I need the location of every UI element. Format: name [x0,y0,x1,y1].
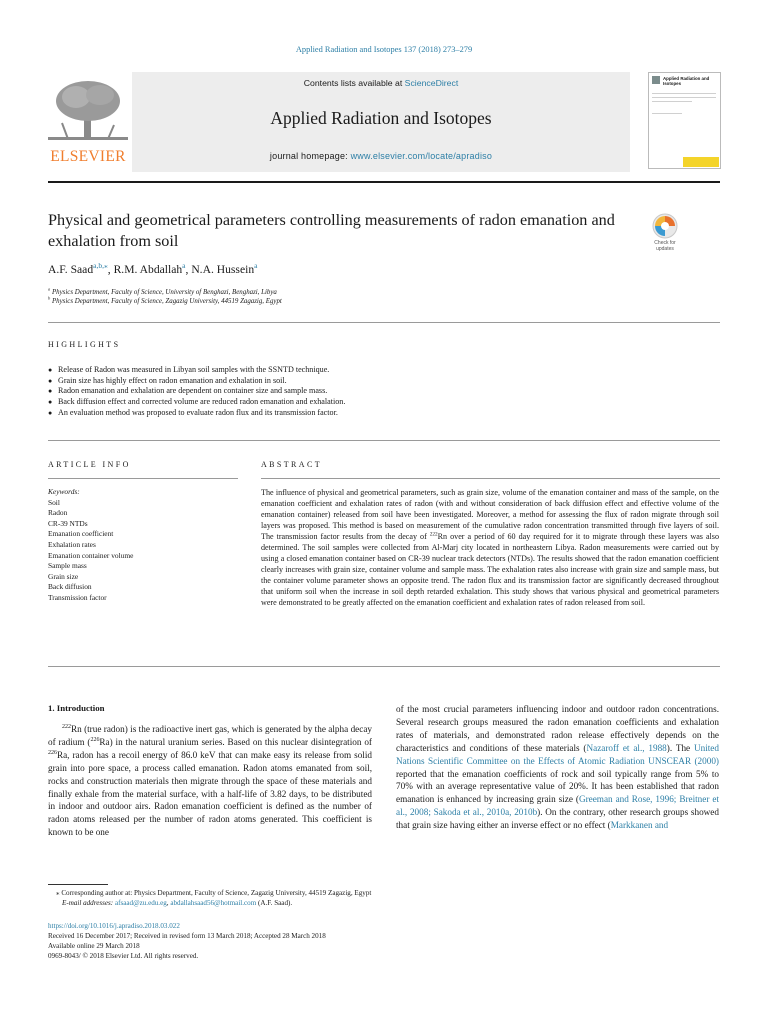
highlight-item: ● Grain size has highly effect on radon emanation and exhalation in soil. [48,376,720,387]
abstract-rule [261,478,720,479]
intro-text: ). On the contrary, other research groups showed that grain size having either an inverse effect or no effect ( [396,807,719,831]
author-affiliation-mark[interactable]: a [182,261,186,271]
section-divider [48,440,720,441]
author-list: A.F. Saad$^{a,b,⁎}$, R.M. Abdallah$^a$, N.A. Hussein$^a$ [48,261,258,276]
corresponding-text: Corresponding author at: Physics Department, Faculty of Science, Zagazig University, 44519 Zagazig, Egypt [61,889,372,897]
journal-reference-link[interactable]: Applied Radiation and Isotopes 137 (2018) 273–279 [295,45,473,54]
highlight-item: ● Release of Radon was measured in Libyan soil samples with the SSNTD technique. [48,365,720,376]
email-label: E-mail addresses: [62,899,114,907]
intro-text: reported that the emanation coefficients of rock and soil typically range from 5% to 70% with an average representative value of 20%. It has been established that radon emanation is enhanced by increasing grain size ( [396,768,719,805]
keyword: Grain size [48,571,79,581]
journal-homepage [132,151,630,161]
keyword: Exhalation rates [48,539,96,549]
sciencedirect-link[interactable]: ScienceDirect [404,78,459,88]
email-link[interactable]: afsaad@zu.edu.eg [114,899,167,907]
citation-link[interactable]: Markkanen and [610,820,669,831]
highlights-list [48,365,720,419]
isotope-mass: 222 [429,531,438,538]
affiliation-text: Physics Department, Faculty of Science, University of Benghazi, Benghazi, Libya [51,289,277,296]
cover-color-bar [683,157,719,167]
contents-prefix: Contents lists available at [303,78,403,88]
check-for-updates-label: Check for updates [654,240,676,252]
isotope-mass: 226 [90,736,100,743]
keywords-block [48,487,228,604]
author-affiliation-mark[interactable]: a [254,261,258,271]
cover-logo-icon [652,76,660,84]
elsevier-logo-text: ELSEVIER [50,148,126,165]
journal-cover-thumbnail [648,72,721,169]
check-for-updates-icon[interactable] [648,212,682,260]
keyword: Emanation coefficient [48,529,114,539]
article-title: Physical and geometrical parameters controlling measurements of radon emanation and exhalation from soil [48,211,615,250]
highlight-item: ● Back diffusion effect and corrected volume are reduced radon emanation and exhalation. [48,397,720,408]
cover-divider [652,113,682,114]
affiliation-text: Physics Department, Faculty of Science, Zagazig University, 44519 Zagazig, Egypt [51,298,282,305]
email-link[interactable]: abdallahsaad56@hotmail.com [170,899,257,907]
masthead-rule [48,181,720,183]
abstract-part: Rn over a period of 60 day required for it to migrate through these layers was also determined. The soil samples were collected from Al-Marj city located in northeastern Libya. Radon measurements were carried out by using a closed emanation container based on CR-39 nuclear track detectors (NTDs). The results showed that the radon emanation coefficient clearly increases with grain size, container volume and sample mass. The exhalation rates also increase with grain size and sample mass, but the container volume parameter shows an opposite trend. The radon flux and its transmission factor are significantly decreased throughout that uniform soil when the increase in soil depth retarded exhalation. This study shows that various physical and geometrical parameters were demonstrated to be greatly affected on the emanation coefficient and exhalation rates of radon released from soil. [261,532,720,607]
citation-link[interactable]: Nazaroff et al., 1988 [586,742,667,753]
keyword: Radon [48,508,68,518]
available-online: Available online 29 March 2018 [48,942,140,950]
section-divider [48,666,720,667]
author-affiliation-mark[interactable]: a,b,⁎ [93,261,108,271]
homepage-url-link[interactable]: www.elsevier.com/locate/apradiso [350,151,493,161]
cover-divider [652,97,716,98]
affiliation-mark: b [48,295,51,301]
article-info-rule [48,478,238,479]
footnote-rule [48,884,108,885]
cover-title: Applied Radiation and Isotopes [663,76,710,86]
keyword: Transmission factor [48,592,107,602]
intro-text: of the most crucial parameters influencing indoor and outdoor radon concentrations. Several research groups measured the radon emanation coefficients and exhalation rates of materials, and demonstrated radon release effectively depends on the characteristics and conditions of these materials ( [396,704,719,753]
keyword: CR-39 NTDs [48,518,88,528]
affiliation [48,286,277,296]
corresponding-author-note: ⁎ Corresponding author at: Physics Department, Faculty of Science, Zagazig University, 44519 Zagazig, Egypt [56,889,372,897]
keyword: Sample mass [48,561,87,571]
email-note: E-mail addresses: afsaad@zu.edu.eg, abdallahsaad56@hotmail.com (A.F. Saad). [62,899,293,907]
homepage-label: journal homepage: [269,151,348,161]
author-name[interactable]: N.A. Hussein [191,263,255,276]
affiliation [48,295,282,305]
keyword: Back diffusion [48,582,92,592]
cover-divider [652,101,692,102]
keyword: Soil [48,497,60,507]
highlight-item: ● Radon emanation and exhalation are dependent on container size and sample mass. [48,386,720,397]
section-divider [48,322,720,323]
journal-title: Applied Radiation and Isotopes [270,108,492,128]
abstract-text [261,487,719,608]
highlights-heading: HIGHLIGHTS [48,340,121,349]
intro-text: Ra) in the natural uranium series. Based on this nuclear disintegration of [99,736,372,747]
intro-text: Rn (true radon) is the radioactive inert gas, which is generated by the alpha decay of radium ( [48,724,372,747]
elsevier-tree-icon [48,79,128,143]
introduction-heading: 1. Introduction [48,703,105,713]
doi-link[interactable]: https://doi.org/10.1016/j.apradiso.2018.03.022 [48,922,180,930]
author-name[interactable]: A.F. Saad [48,263,94,276]
abstract-part: The influence of physical and geometrical parameters, such as grain size, volume of the emanation container and mass of the sample, on the emanation coefficient and exhalation rates of radon (with and without consideration of back diffusion effect and effective volume of the emanation container) released from soil have been investigated. Moreover, a method for assessing the flux of radon migrate through soil layers was proposed. This method is based on measurement of the cumulative radon concentration transmitted through five layers of soil. The transmission factor results from the decay of [261,488,719,541]
keyword: Emanation container volume [48,550,134,560]
isotope-mass: 226 [48,749,57,756]
abstract-heading: ABSTRACT [261,460,322,469]
contents-available [132,78,630,88]
journal-masthead [48,72,630,172]
intro-column-2 [396,703,719,832]
affiliation-mark: a [48,286,51,292]
author-name[interactable]: R.M. Abdallah [113,263,183,276]
intro-text: ). The [666,742,694,753]
keywords-label: Keywords: [48,487,80,496]
isotope-mass: 222 [62,723,71,730]
email-suffix: (A.F. Saad). [258,899,293,907]
received-dates: Received 16 December 2017; Received in revised form 13 March 2018; Accepted 28 March 2018 [48,932,326,940]
intro-text: Ra, radon has a recoil energy of 86.0 keV that can make easy its release from solid grain into pore space, a process called emanation. Radon atoms emanated from soil, rocks and construction materials then migrate through the space of these materials and finally exhale from the material surface, with a half-life of 3.82 days, to be distributed in indoor and outdoor airs. Radon emanation coefficient is defined as the number of radon atoms released per the number of radon atoms generated. This coefficient is known to be one [48,749,372,838]
citation-link[interactable]: Greeman and Rose, 1996; Breitner et al., 2008; Sakoda et al., 2010a, 2010b [396,794,720,818]
cover-divider [652,93,716,94]
citation-link[interactable]: United Nations Scientific Committee on the Effects of Atomic Radiation UNSCEAR (2000) [396,742,719,766]
article-info-heading: ARTICLE INFO [48,460,131,469]
copyright-notice: 0969-8043/ © 2018 Elsevier Ltd. All rights reserved. [48,952,199,960]
highlight-item: ● An evaluation method was proposed to evaluate radon flux and its transmission factor. [48,408,720,419]
intro-column-1 [48,723,372,839]
